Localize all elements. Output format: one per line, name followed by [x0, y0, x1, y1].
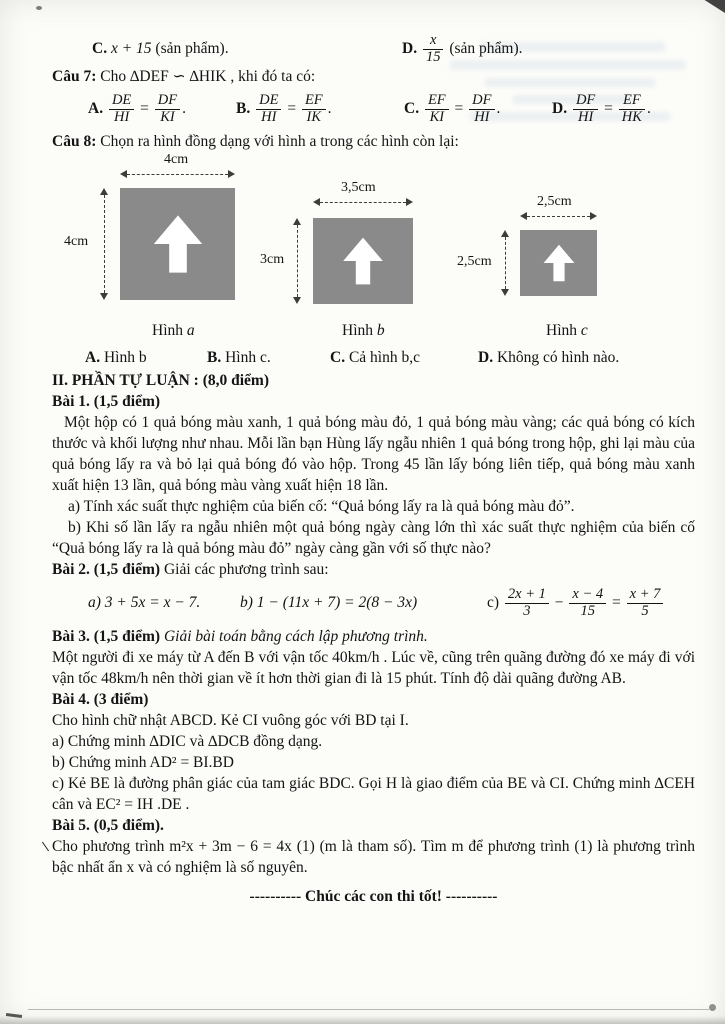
figure-c-width-label: 2,5cm [537, 194, 572, 209]
fraction-numerator: x [423, 33, 444, 50]
fraction-numerator: x + 7 [627, 587, 664, 604]
option-suffix: (sản phẩm). [449, 39, 523, 57]
problem-2-header [52, 559, 695, 580]
problem-3-title: Giải bài toán bằng cách lập phương trình. [163, 628, 428, 645]
figure-b-caption: Hình b [342, 322, 385, 339]
question-7-text: Cho ∆DEF ∽ ∆HIK , khi đó ta có: [100, 68, 316, 85]
fraction-denominator: 3 [523, 602, 531, 619]
fraction-denominator: HI [261, 108, 277, 125]
fraction-denominator: HI [474, 108, 490, 125]
option-label: C. [92, 40, 108, 57]
problem-2-label: Bài 2. (1,5 điểm) [52, 561, 161, 578]
answer-option-c [92, 40, 402, 58]
fraction-denominator: HI [577, 108, 594, 125]
option-suffix: . [182, 99, 187, 117]
fraction-numerator: EF [302, 93, 326, 110]
option-label: C. [330, 349, 346, 366]
option-text: Hình b [103, 349, 147, 366]
equation-a: a) 3 + 5x = x − 7. [88, 594, 201, 611]
option-text: Không có hình nào. [496, 349, 620, 366]
equation-c [487, 587, 665, 620]
problem-4-part-a: a) Chứng minh ∆DIC và ∆DCB đồng dạng. [52, 733, 323, 750]
problem-4-label: Bài 4. (3 điểm) [52, 691, 149, 708]
fraction-denominator: HK [621, 108, 642, 125]
q7-option-a [88, 93, 236, 126]
question-7-label: Câu 7: [52, 68, 97, 85]
closing-message: ---------- Chúc các con thi tốt! ---------- [249, 888, 498, 905]
previous-question-options [52, 32, 695, 66]
scan-artifact-corner [701, 0, 725, 13]
fraction-numerator: 2x + 1 [505, 587, 549, 604]
problem-4-part-c: c) Kẻ BE là đường phân giác của tam giác BDC. Gọi H là giao điểm của BE và CI. Chứng minh ∆CEH cân và EC² = IH .DE . [52, 775, 695, 813]
question-8 [52, 131, 695, 152]
fraction [627, 587, 664, 620]
figure-c-box [520, 230, 597, 296]
exam-content [52, 32, 695, 922]
figure-b-box [313, 218, 413, 304]
fraction [619, 93, 645, 126]
figure-a-box [120, 188, 235, 300]
fraction-denominator: IK [306, 108, 322, 125]
fraction-numerator: DE [109, 93, 134, 110]
question-8-figures [52, 154, 695, 346]
option-suffix: (sản phẩm). [155, 40, 229, 57]
option-label: B. [236, 99, 251, 117]
fraction-denominator: 5 [641, 602, 649, 619]
fraction-numerator: x − 4 [569, 587, 606, 604]
equals-sign: = [140, 99, 149, 117]
option-suffix: . [496, 99, 501, 117]
option-suffix: . [646, 99, 651, 117]
option-label: A. [85, 349, 101, 366]
fraction-numerator: DF [155, 93, 180, 110]
problem-1-part-b: b) Khi số lần lấy ra ngẫu nhiên một quả bóng ngày càng lớn thì xác suất thực nghiệm của biến cố “Quả bóng lấy ra là quả bóng màu đỏ” ngày càng gần với số thực nào? [52, 519, 695, 557]
fraction-denominator: 15 [580, 602, 596, 619]
figure-a-height-dimension-arrow [100, 188, 108, 300]
option-label: B. [207, 349, 222, 366]
option-text: Cả hình b,c [348, 349, 420, 366]
answer-option-d [402, 33, 523, 66]
equals-sign: = [287, 99, 297, 117]
fraction-numerator: DF [469, 93, 494, 110]
question-7-options [52, 87, 695, 131]
scan-artifact-bottom-line [28, 1009, 709, 1010]
equals-sign: = [604, 99, 613, 117]
fraction [155, 93, 180, 126]
figure-c-height-dimension-arrow [501, 230, 509, 296]
scan-edge-shading [0, 1016, 725, 1024]
question-7 [52, 66, 695, 87]
figure-b-width-dimension-arrow [313, 198, 413, 206]
fraction [569, 587, 606, 620]
fraction [505, 587, 549, 620]
option-label: D. [478, 349, 494, 366]
fraction-numerator: DE [256, 93, 281, 110]
problem-5-body: Cho phương trình m²x + 3m − 6 = 4x (1) (m là tham số). Tìm m để phương trình (1) là phương trình bậc nhất ẩn x và có nghiệm là số nguyên. [52, 838, 695, 876]
equals-sign: = [612, 593, 621, 611]
q7-option-d [552, 93, 651, 126]
fraction [256, 93, 281, 126]
problem-4-intro: Cho hình chữ nhật ABCD. Kẻ CI vuông góc với BD tại I. [52, 712, 409, 729]
option-text: Hình c. [225, 349, 271, 366]
figure-a-width-dimension-arrow [120, 170, 235, 178]
question-8-label: Câu 8: [52, 133, 97, 150]
problem-5-label: Bài 5. (0,5 điểm). [52, 817, 164, 834]
q8-option-b [207, 349, 330, 367]
figure-a-caption: Hình a [152, 322, 195, 339]
option-label: D. [552, 99, 568, 117]
fraction [469, 93, 494, 126]
fraction [573, 93, 598, 126]
scan-artifact-stray-mark [42, 842, 49, 852]
q8-option-d [478, 349, 619, 367]
problem-3-header [52, 626, 695, 647]
figure-c-caption: Hình c [546, 322, 588, 339]
question-8-text: Chọn ra hình đồng dạng với hình a trong các hình còn lại: [100, 133, 459, 150]
arrow-up-icon [538, 242, 580, 284]
q7-option-b [236, 93, 404, 126]
figure-a-width-label: 4cm [164, 152, 189, 167]
option-expression: x + 15 [110, 40, 152, 57]
figure-b-height-dimension-arrow [293, 218, 301, 304]
problem-2-equations [52, 580, 695, 626]
section-2-title: II. PHẦN TỰ LUẬN : (8,0 điểm) [52, 372, 269, 389]
fraction [423, 33, 444, 66]
problem-3-body: Một người đi xe máy từ A đến B với vận tốc 40km/h . Lúc về, cũng trên quãng đường đó xe máy đi với vận tốc 48km/h nên thời gian về ít hơn thời gian đi là 15 phút. Tính độ dài quãng đường AB. [52, 649, 695, 687]
option-label: C. [404, 99, 420, 117]
fraction-numerator: EF [425, 93, 449, 110]
q7-option-c [404, 93, 552, 126]
problem-1-body: Một hộp có 1 quả bóng màu xanh, 1 quả bóng màu đỏ, 1 quả bóng màu vàng; các quả bóng có kích thước và khối lượng như nhau. Mỗi lần bạn Hùng lấy ngẫu nhiên 1 quả bóng trong hộp, ghi lại màu của quả bóng lấy ra và bỏ lại quả bóng đó vào hộp. Trong 45 lần lấy bóng liên tiếp, quả bóng màu xanh xuất hiện 13 lần, quả bóng màu vàng xuất hiện 18 lần. [52, 414, 695, 494]
fraction-denominator: 15 [425, 48, 441, 65]
problem-2-title: Giải các phương trình sau: [163, 561, 329, 578]
option-suffix: . [327, 99, 332, 117]
equation-c-label: c) [487, 593, 500, 611]
figure-c-width-dimension-arrow [520, 212, 597, 220]
option-label: A. [88, 99, 104, 117]
fraction [109, 93, 134, 126]
problem-1-part-a: a) Tính xác suất thực nghiệm của biến cố: “Quả bóng lấy ra là quả bóng màu đỏ”. [68, 498, 575, 515]
figure-c-height-label: 2,5cm [457, 254, 492, 269]
fraction-denominator: KI [429, 108, 445, 125]
problem-3-label: Bài 3. (1,5 điểm) [52, 628, 161, 645]
figure-b-height-label: 3cm [260, 252, 285, 267]
q8-option-c [330, 349, 478, 367]
fraction-denominator: HI [113, 108, 130, 125]
option-label: D. [402, 39, 418, 57]
equation-b: b) 1 − (11x + 7) = 2(8 − 3x) [240, 594, 418, 611]
arrow-up-icon [336, 234, 390, 288]
fraction-numerator: EF [619, 93, 645, 110]
fraction-numerator: DF [573, 93, 598, 110]
scan-artifact-dot [36, 6, 42, 10]
q8-option-a [85, 349, 207, 367]
question-8-options [52, 346, 695, 370]
fraction [425, 93, 449, 126]
arrow-up-icon [145, 211, 211, 277]
figure-b-width-label: 3,5cm [341, 180, 376, 195]
minus-sign: − [554, 593, 564, 611]
problem-4-part-b: b) Chứng minh AD² = BI.BD [52, 754, 234, 771]
scan-artifact-mark [709, 1004, 716, 1011]
equals-sign: = [454, 99, 464, 117]
fraction [302, 93, 326, 126]
fraction-denominator: KI [160, 108, 175, 125]
problem-1-label: Bài 1. (1,5 điểm) [52, 393, 161, 410]
figure-a-height-label: 4cm [64, 234, 89, 249]
